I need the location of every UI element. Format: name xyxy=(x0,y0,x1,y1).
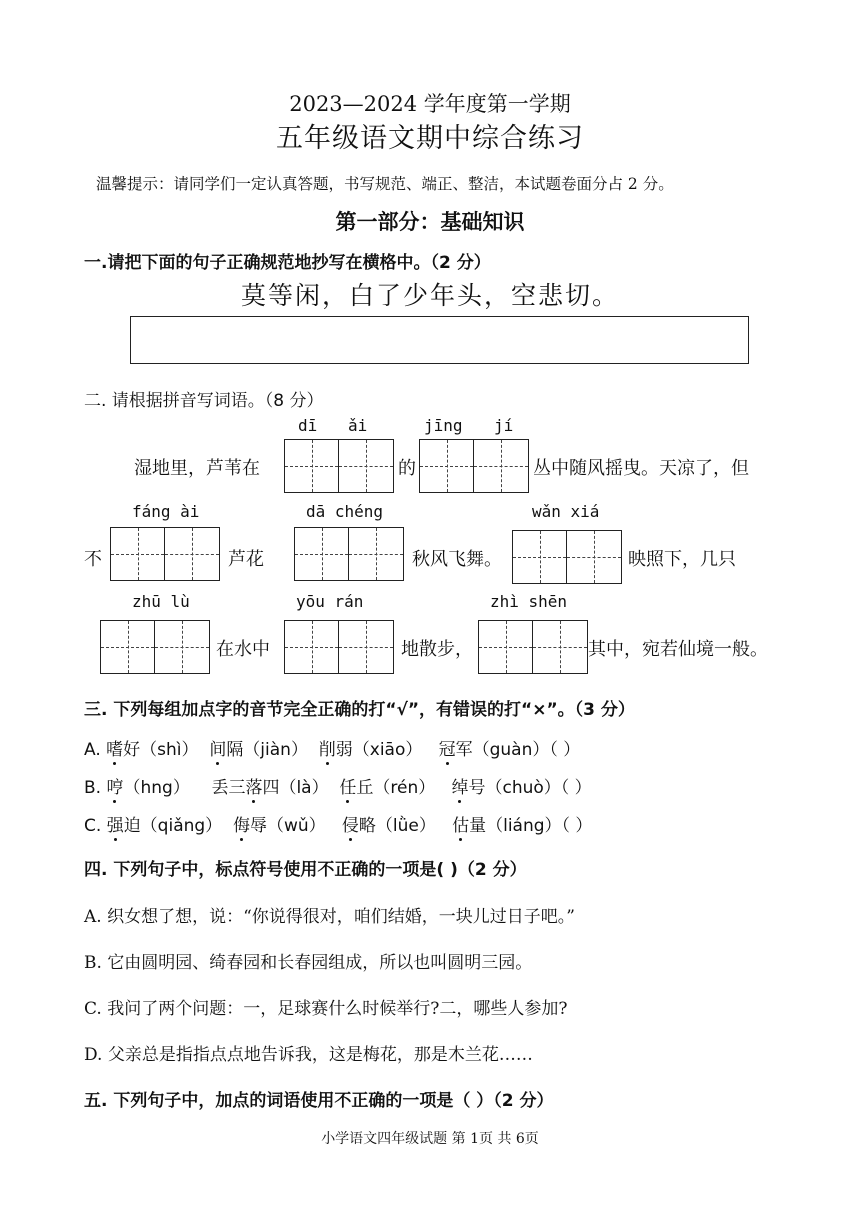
option-3c: C. 强迫（qiǎng） 侮辱（wǔ） 侵略（lǜe） 估量（liáng）（ ） xyxy=(84,816,593,836)
pinyin-ji: jí xyxy=(494,416,514,435)
passage-text: 不 xyxy=(84,549,102,570)
pinyin-wanxia: wǎn xiá xyxy=(532,502,600,521)
pinyin-zhulu: zhū lù xyxy=(132,592,190,611)
pinyin-jing: jīng xyxy=(424,416,463,435)
option-4d: D. 父亲总是指指点点地告诉我，这是梅花，那是木兰花…… xyxy=(84,1045,533,1065)
reminder-tip: 温馨提示：请同学们一定认真答题，书写规范、端正、整洁，本试题卷面分占 2 分。 xyxy=(96,175,674,193)
copy-answer-box[interactable] xyxy=(130,316,749,364)
question-1-stem: 一.请把下面的句子正确规范地抄写在横格中。（2 分） xyxy=(84,253,491,273)
question-2-stem: 二. 请根据拼音写词语。（8 分） xyxy=(84,391,324,411)
option-3b: B. 哼（hng） 丢三落四（là） 任丘（rén） 绰号（chuò）（ ） xyxy=(84,778,592,798)
pinyin-youran: yōu rán xyxy=(296,592,364,611)
exam-title: 五年级语文期中综合练习 xyxy=(276,123,584,154)
passage-text: 芦花 xyxy=(228,549,264,570)
answer-grid-jingji[interactable] xyxy=(419,439,529,493)
poem-line: 莫等闲，白了少年头，空悲切。 xyxy=(240,281,619,310)
passage-text: 的 xyxy=(398,458,416,479)
passage-text: 在水中 xyxy=(216,639,270,660)
pinyin-fangai: fáng ài xyxy=(132,502,200,521)
answer-grid-fangai[interactable] xyxy=(110,527,220,581)
pinyin-di: dī xyxy=(298,416,318,435)
question-3-stem: 三. 下列每组加点字的音节完全正确的打“√”，有错误的打“×”。（3 分） xyxy=(84,700,635,720)
passage-text: 其中，宛若仙境一般。 xyxy=(588,639,768,660)
option-3a: A. 嗜好（shì） 间隔（jiàn） 削弱（xiāo） 冠军（guàn）（ ） xyxy=(84,740,581,760)
option-4b: B. 它由圆明园、绮春园和长春园组成，所以也叫圆明三园。 xyxy=(84,953,533,973)
pinyin-zhishen: zhì shēn xyxy=(490,592,568,611)
answer-blank-3c[interactable]: （ ） xyxy=(561,816,593,836)
question-4-stem: 四. 下列句子中，标点符号使用不正确的一项是( )（2 分） xyxy=(84,860,527,880)
answer-grid-zhulu[interactable] xyxy=(100,620,210,674)
option-4a: A. 织女想了想，说：“你说得很对，咱们结婚，一块儿过日子吧。” xyxy=(84,907,575,927)
answer-grid-wanxia[interactable] xyxy=(512,530,622,584)
page-footer: 小学语文四年级试题 第 1页 共 6页 xyxy=(321,1131,539,1147)
passage-text: 地散步， xyxy=(401,639,473,660)
passage-text: 秋风飞舞。 xyxy=(412,549,502,570)
answer-grid-diai[interactable] xyxy=(284,439,394,493)
answer-grid-dacheng[interactable] xyxy=(294,527,404,581)
passage-text: 丛中随风摇曳。天凉了，但 xyxy=(533,458,749,479)
answer-grid-zhishen[interactable] xyxy=(478,620,588,674)
answer-blank-3b[interactable]: （ ） xyxy=(560,778,592,798)
option-4c: C. 我问了两个问题：一，足球赛什么时候举行?二，哪些人参加? xyxy=(84,999,568,1019)
pinyin-ai: ǎi xyxy=(348,416,368,435)
pinyin-dacheng: dā chéng xyxy=(306,502,384,521)
part-heading: 第一部分：基础知识 xyxy=(335,210,525,234)
answer-grid-youran[interactable] xyxy=(284,620,394,674)
school-year: 2023—2024 学年度第一学期 xyxy=(289,92,571,116)
answer-blank-3a[interactable]: （ ） xyxy=(549,740,581,760)
passage-text: 映照下，几只 xyxy=(628,549,736,570)
question-5-stem: 五. 下列句子中，加点的词语使用不正确的一项是（ ）（2 分） xyxy=(84,1091,554,1111)
passage-text: 湿地里，芦苇在 xyxy=(134,458,260,479)
